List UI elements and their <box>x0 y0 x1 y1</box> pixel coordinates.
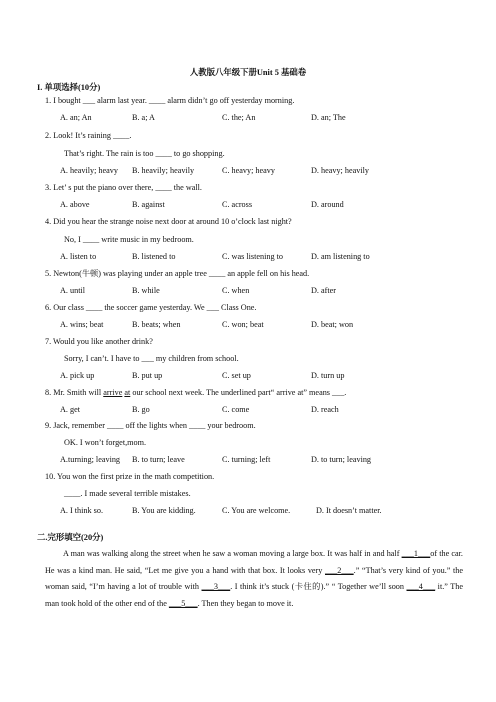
question-2-stem: 2. Look! It’s raining ____. <box>45 131 132 140</box>
question-9-stem-2: OK. I won’t forget,mom. <box>64 438 147 447</box>
passage-text-5: it.” The man took hold of the other end of the <box>45 582 463 608</box>
section-heading-2: 二.完形填空(20分) <box>37 533 104 542</box>
q10-option-c: C. You are welcome. <box>222 506 291 515</box>
question-3-stem: 3. Let’ s put the piano over there, ____ the wall. <box>45 183 202 192</box>
q8-option-b: B. go <box>132 405 150 414</box>
q2-option-d: D. heavy; heavily <box>311 166 369 175</box>
q8-stem-pre: 8. Mr. Smith will <box>45 388 104 397</box>
q10-option-a: A. I think so. <box>60 506 103 515</box>
blank-2: ___2___ <box>324 565 354 575</box>
blank-1: ___1___ <box>401 549 431 558</box>
passage-text-4: . I think it’s stuck (卡住的).” “ Together we’ll soon <box>230 582 407 591</box>
q5-option-a: A. until <box>60 286 86 295</box>
question-7-stem-2: Sorry, I can’t. I have to ___ my children from school. <box>64 354 239 363</box>
q2-option-c: C. heavy; heavy <box>222 166 275 175</box>
q8-option-c: C. come <box>222 405 250 414</box>
q10-option-b: B. You are kidding. <box>132 506 196 515</box>
passage-text-6: . Then they began to move it. <box>197 598 294 608</box>
question-4-stem-2: No, I ____ write music in my bedroom. <box>64 235 194 244</box>
q4-option-a: A. listen to <box>60 252 97 261</box>
q4-option-b: B. listened to <box>132 252 176 261</box>
question-8-stem <box>45 388 346 398</box>
q7-option-d: D. turn up <box>311 371 345 380</box>
question-10-stem: 10. You won the first prize in the math competition. <box>45 472 215 481</box>
q8-stem-post: our school next week. The underlined part“ arrive at” means ___. <box>130 388 347 397</box>
section-heading-1: I. 单项选择(10分) <box>37 83 101 92</box>
q6-option-a: A. wins; beat <box>60 320 104 329</box>
q5-option-c: C. when <box>222 286 250 295</box>
passage-text-2: of the car. He was a kind man. He said, “Let me give you a hand with that box. It looks very <box>45 549 463 575</box>
passage-text-3: .” “That’s very kind of you.” the woman said, “I’m having a lot of trouble with <box>45 565 463 591</box>
question-6-stem: 6. Our class ____ the soccer game yesterday. We ___ Class One. <box>45 303 257 312</box>
question-10-stem-2: ____. I made several terrible mistakes. <box>64 489 191 498</box>
question-7-stem: 7. Would you like another drink? <box>45 337 153 346</box>
q9-option-b: B. to turn; leave <box>132 455 185 464</box>
q10-option-d: D. It doesn’t matter. <box>316 506 382 515</box>
question-1-stem: 1. I bought ___ alarm last year. ____ alarm didn’t go off yesterday morning. <box>45 96 295 105</box>
q3-option-c: C. across <box>222 200 253 209</box>
q9-option-a: A.turning; leaving <box>60 455 121 464</box>
page-title: 人教版八年级下册Unit 5 基础卷 <box>189 68 307 77</box>
q7-option-b: B. put up <box>132 371 163 380</box>
q7-option-a: A. pick up <box>60 371 95 380</box>
q3-option-a: A. above <box>60 200 90 209</box>
q4-option-d: D. am listening to <box>311 252 370 261</box>
q4-option-c: C. was listening to <box>222 252 283 261</box>
q2-option-a: A. heavily; heavy <box>60 166 118 175</box>
blank-3: ___3___ <box>201 582 231 591</box>
q7-option-c: C. set up <box>222 371 251 380</box>
question-5-stem: 5. Newton(牛顿) was playing under an apple tree ____ an apple fell on his head. <box>45 269 310 278</box>
q5-option-b: B. while <box>132 286 160 295</box>
q8-option-d: D. reach <box>311 405 339 414</box>
question-9-stem: 9. Jack, remember ____ off the lights when ____ your bedroom. <box>45 421 256 430</box>
q8-underlined-arrive: arrive <box>103 388 123 397</box>
question-2-stem-2: That’s right. The rain is too ____ to go shopping. <box>64 149 225 158</box>
q1-option-a: A. an; An <box>60 113 92 122</box>
q6-option-c: C. won; beat <box>222 320 264 329</box>
q9-option-c: C. turning; left <box>222 455 271 464</box>
blank-5: ___5___ <box>168 598 198 608</box>
q6-option-d: D. beat; won <box>311 320 354 329</box>
q8-underlined-at: at <box>124 388 131 397</box>
q3-option-d: D. around <box>311 200 344 209</box>
q1-option-d: D. an; The <box>311 113 346 122</box>
q1-option-c: C. the; An <box>222 113 256 122</box>
q2-option-b: B. heavily; heavily <box>132 166 195 175</box>
q8-option-a: A. get <box>60 405 81 414</box>
q3-option-b: B. against <box>132 200 165 209</box>
q9-option-d: D. to turn; leaving <box>311 455 372 464</box>
q5-option-d: D. after <box>311 286 337 295</box>
q6-option-b: B. beats; when <box>132 320 181 329</box>
q1-option-b: B. a; A <box>132 113 155 122</box>
blank-4: ___4___ <box>406 582 436 591</box>
passage-text-1: A man was walking along the street when he saw a woman moving a large box. It was half in and half <box>63 549 402 558</box>
question-4-stem: 4. Did you hear the strange noise next door at around 10 o’clock last night? <box>45 217 292 226</box>
cloze-passage <box>45 546 463 612</box>
